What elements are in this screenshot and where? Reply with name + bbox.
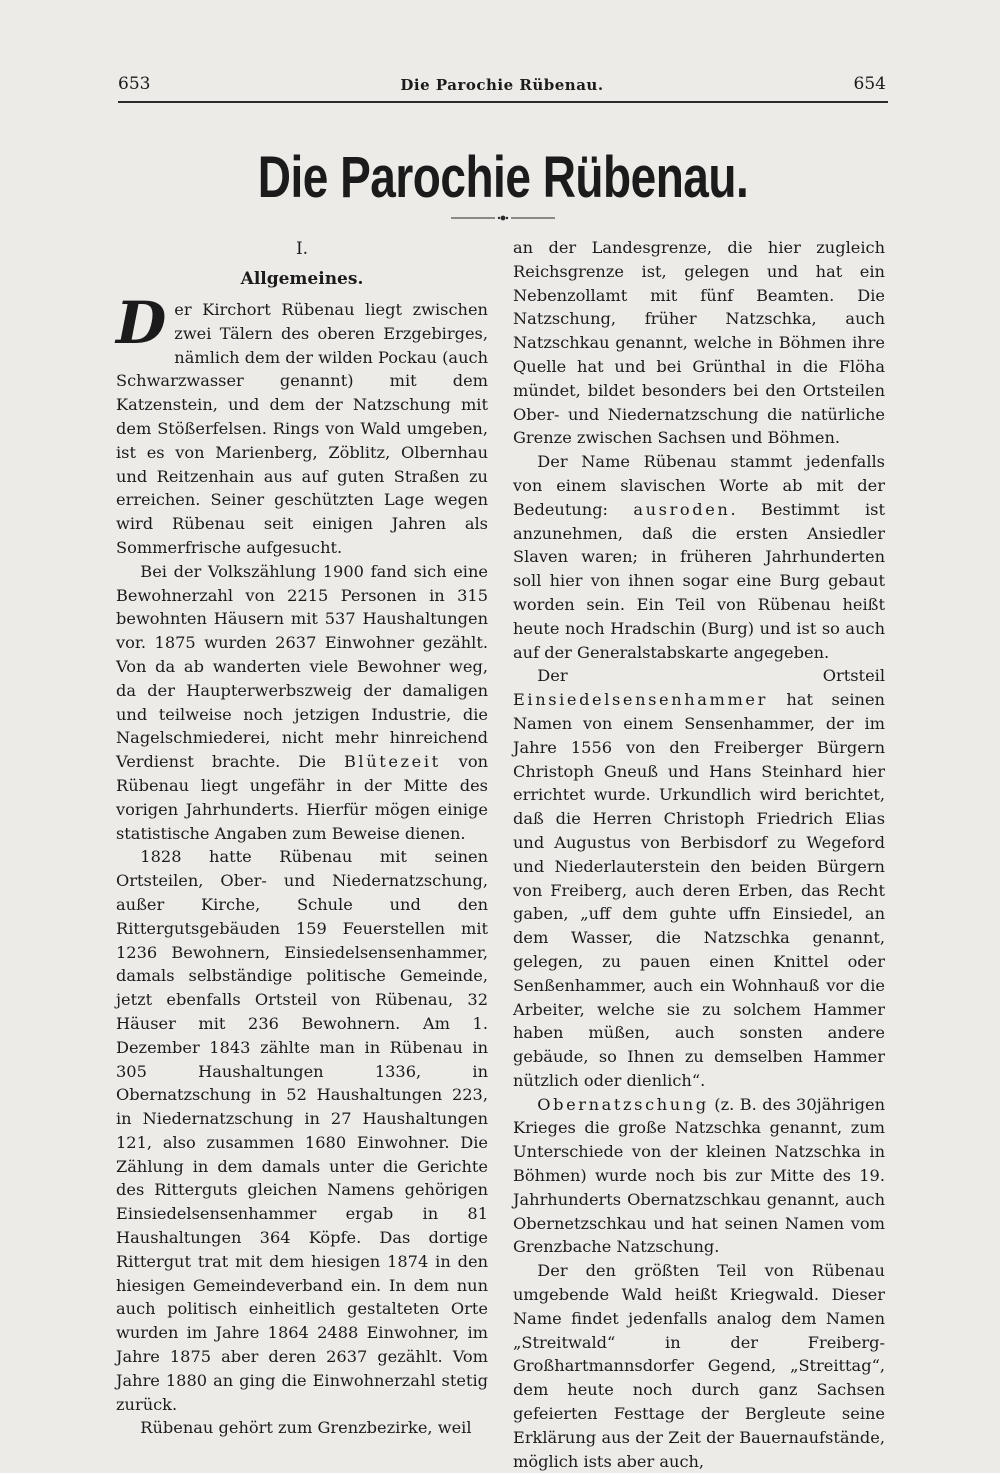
paragraph	[513, 664, 885, 1092]
running-header	[118, 70, 886, 98]
paragraph-text: Der Ortsteil	[537, 666, 885, 686]
paragraph	[513, 1093, 885, 1260]
page-title: Die Parochie Rübenau.	[257, 143, 749, 210]
drop-cap: D	[116, 289, 167, 357]
paragraph-text: von Rübenau liegt ungefähr in der Mitte des vorigen Jahrhunderts. Hierfür mögen einige statistische Angaben zum Beweise dienen.	[116, 752, 488, 843]
paragraph	[116, 560, 488, 846]
paragraph: 1828 hatte Rübenau mit seinen Ortsteilen, Ober- und Niedernatzschung, außer Kirche, Schule und den Rittergutsgebäuden 159 Feuerstellen mit 1236 Bewohnern, Einsiedelsensenhammer, damals selbständige politische Gemeinde, jetzt ebenfalls Ortsteil von Rübenau, 32 Häuser mit 236 Bewohnern. Am 1. Dezember 1843 zählte man in Rübenau in 305 Haushaltungen 1336, in Obernatzschung in 52 Haushaltungen 223, in Niedernatzschung in 27 Haushaltungen 121, also zusammen 1680 Einwohner. Die Zählung in dem damals unter die Gerichte des Ritterguts gleichen Namens gehörigen Einsiedelsensenhammer ergab in 81 Haushaltungen 364 Köpfe. Das dortige Rittergut trat mit dem hiesigen 1874 in den hiesigen Gemeindeverband ein. In dem nun auch politisch einheitlich gestalteten Orte wurden im Jahre 1864 2488 Einwohner, im Jahre 1875 aber deren 2637 gezählt. Vom Jahre 1880 an ging die Einwohnerzahl stetig zurück.	[116, 847, 488, 1414]
section-heading: Allgemeines.	[240, 269, 364, 289]
emphasized-term: Blütezeit	[343, 752, 441, 772]
paragraph	[116, 289, 488, 560]
header-rule	[118, 101, 888, 103]
paragraph-text: Der Name Rübenau stammt jedenfalls von einem slavischen Worte ab mit der Bedeutung:	[513, 452, 885, 519]
paragraph: an der Landesgrenze, die hier zugleich Reichsgrenze ist, gelegen und hat ein Nebenzollamt mit fünf Beamten. Die Natzschung, früher Natzschka, auch Natzschkau genannt, welche in Böhmen ihre Quelle hat und bei Grünthal in die Flöha mündet, bildet besonders bei den Ortsteilen Ober- und Niedernatzschung die natürliche Grenze zwischen Sachsen und Böhmen.	[513, 238, 885, 448]
paragraph	[513, 450, 885, 664]
right-column	[513, 236, 885, 1473]
paragraph: Der den größten Teil von Rübenau umgebende Wald heißt Kriegwald. Dieser Name findet jedenfalls analog dem Namen „Streitwald“ in der Freiberg-Großhartmannsdorfer Gegend, „Streittag“, dem heute noch durch ganz Sachsen gefeierten Festtage der Bergleute seine Erklärung aus der Zeit der Bauernaufstände, möglich ists aber auch,	[513, 1261, 885, 1471]
paragraph-text: er Kirchort Rübenau liegt zwischen zwei Tälern des oberen Erzgebirges, nämlich dem der wilden Pockau (auch Schwarzwasser genannt) mit dem Katzenstein, und dem der Natzschung mit dem Stößerfelsen. Rings von Wald umgeben, ist es von Marienberg, Zöblitz, Olbernhau und Reitzenhain aus auf guten Straßen zu erreichen. Seiner geschützten Lage wegen wird Rübenau seit einigen Jahren als Sommerfrische aufgesucht.	[116, 300, 488, 557]
left-column	[116, 236, 488, 1440]
page-number-right: 654	[853, 74, 886, 94]
paragraph-text: . Bestimmt ist anzunehmen, daß die ersten Ansiedler Slaven waren; in früheren Jahrhunderten soll hier von ihnen sogar eine Burg gebaut worden sein. Ein Teil von Rübenau heißt heute noch Hradschin (Burg) und ist so auch auf der Generalstabskarte angegeben.	[513, 499, 885, 662]
emphasized-term: ausroden	[633, 499, 731, 519]
paragraph: Rübenau gehört zum Grenzbezirke, weil	[140, 1418, 472, 1438]
paragraph-text: Bei der Volkszählung 1900 fand sich eine Bewohnerzahl von 2215 Personen in 315 bewohnten Häusern mit 537 Haushaltungen vor. 1875 wurden 2637 Einwohner gezählt. Von da ab wanderten viele Bewohner weg, da der Haupterwerbszweig der damaligen und teilweise noch jetzigen Industrie, die Nagelschmiederei, nicht mehr hinreichend Verdienst brachte. Die	[116, 561, 488, 772]
running-title: Die Parochie Rübenau.	[400, 76, 604, 94]
page-number-left: 653	[118, 74, 151, 94]
title-ornament	[451, 214, 555, 222]
paragraph-text: hat seinen Namen von einem Sensenhammer, der im Jahre 1556 von den Freiberger Bürgern Christoph Gneuß und Hans Steinhard hier errichtet wurde. Urkundlich wird berichtet, daß die Herren Christoph Friedrich Elias und Augustus von Berbisdorf zu Wegeford und Niederlauterstein den beiden Bürgern von Freiberg, auch deren Erben, das Recht gaben, „uff dem guhte uffn Einsiedel, an dem Wasser, die Natzschka genannt, gelegen, zu pauen einen Knittel oder Senßenhammer, auch ein Wohnhauß vor die Arbeiter, welche sie zu solchem Hammer haben müßen, auch sonsten andere gebäude, so Ihnen zu demselben Hammer nützlich oder dienlich“.	[513, 690, 885, 1090]
paragraph-text: (z. B. des 30jährigen Krieges die große Natzschka genannt, zum Unterschiede von der kleinen Natzschka in Böhmen) wurde noch bis zur Mitte des 19. Jahrhunderts Obernatzschkau genannt, auch Obernetzschkau und hat seinen Namen vom Grenzbache Natzschung.	[513, 1094, 885, 1257]
section-number: I.	[295, 239, 309, 259]
emphasized-term: Einsiedelsensenhammer	[513, 690, 768, 710]
emphasized-term: Obernatzschung	[537, 1094, 709, 1114]
